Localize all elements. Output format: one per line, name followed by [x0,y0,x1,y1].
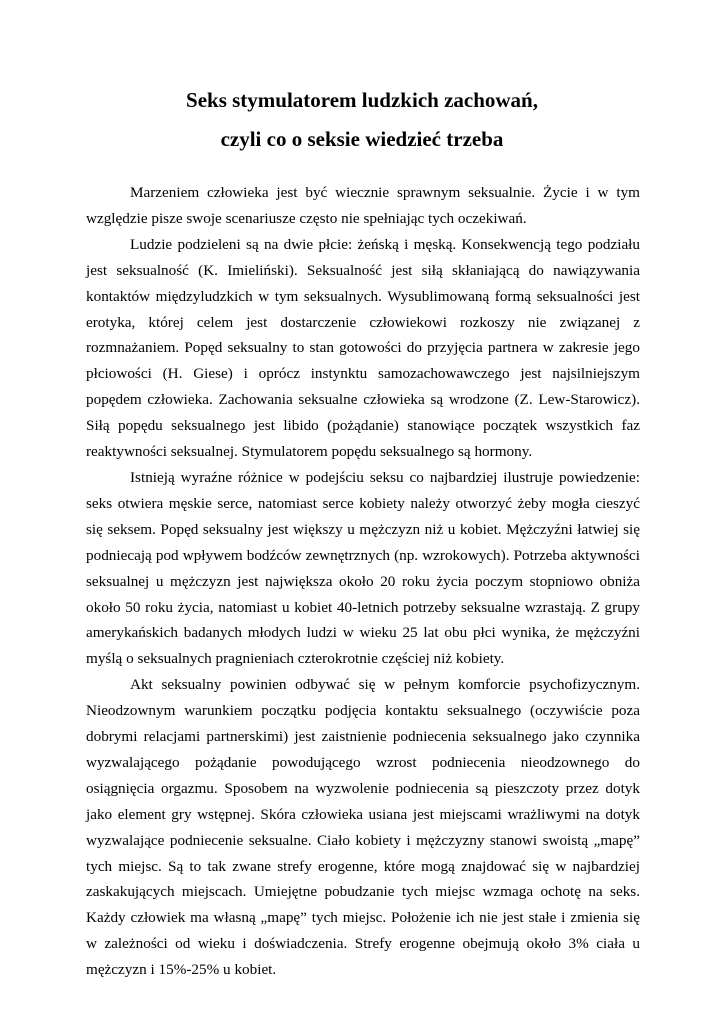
document-body [86,180,640,983]
paragraph-2: Ludzie podzieleni są na dwie płcie: żeńską i męską. Konsekwencją tego podziału jest seksualność (K. Imieliński). Seksualność jest siłą skłaniającą do nawiązywania kontaktów międzyludzkich w tym seksualnych. Wysublimowaną formą seksualności jest erotyka, której celem jest dostarczenie człowiekowi rozkoszy nie związanej z rozmnażaniem. Popęd seksualny to stan gotowości do przyjęcia partnera w zakresie jego płciowości (H. Giese) i oprócz instynktu samozachowawczego jest najsilniejszym popędem człowieka. Zachowania seksualne człowieka są wrodzone (Z. Lew-Starowicz). Siłą popędu seksualnego jest libido (pożądanie) stanowiące początek wszystkich faz reaktywności seksualnej. Stymulatorem popędu seksualnego są hormony. [86,235,640,461]
paragraph-3: Istnieją wyraźne różnice w podejściu seksu co najbardziej ilustruje powiedzenie: seks otwiera męskie serce, natomiast serce kobiety należy otworzyć żeby mogła cieszyć się seksem. Popęd seksualny jest większy u mężczyzn niż u kobiet. Mężczyźni łatwiej się podniecają pod wpływem bodźców zewnętrznych (np. wzrokowych). Potrzeba aktywności seksualnej u mężczyzn jest największa około 20 roku życia poczym stopniowo obniża około 50 roku życia, natomiast u kobiet 40-letnich potrzeby seksualne wzrastają. Z grupy amerykańskich badanych młodych ludzi w wieku 25 lat obu płci wynika, że mężczyźni myślą o seksualnych pragnieniach czterokrotnie częściej niż kobiety. [86,468,640,668]
document-title-line-1: Seks stymulatorem ludzkich zachowań, [186,88,538,112]
paragraph-1: Marzeniem człowieka jest być wiecznie sprawnym seksualnie. Życie i w tym względzie pisze swoje scenariusze często nie spełniając tych oczekiwań. [86,184,640,227]
paragraph-4: Akt seksualny powinien odbywać się w pełnym komforcie psychofizycznym. Nieodzownym warunkiem początku podjęcia kontaktu seksualnego (oczywiście poza dobrymi relacjami partnerskimi) jest zaistnienie podniecenia seksualnego jako czynnika wyzwalającego pożądanie powodującego wzrost podniecenia nieodzownego do osiągnięcia orgazmu. Sposobem na wyzwolenie podniecenia są pieszczoty przez dotyk jako element gry wstępnej. Skóra człowieka usiana jest miejscami wrażliwymi na dotyk wyzwalające podniecenie seksualne. Ciało kobiety i mężczyzny stanowi swoistą „mapę” tych miejsc. Są to tak zwane strefy erogenne, które mogą znajdować się w najbardziej zaskakujących miejscach. Umiejętne pobudzanie tych miejsc wzmaga ochotę na seks. Każdy człowiek ma własną „mapę” tych miejsc. Położenie ich nie jest stałe i zmienia się w zależności od wieku i doświadczenia. Strefy erogenne obejmują około 3% ciała u mężczyzn i 15%-25% u kobiet. [86,676,640,979]
document-title-line-2: czyli co o seksie wiedzieć trzeba [220,127,504,151]
